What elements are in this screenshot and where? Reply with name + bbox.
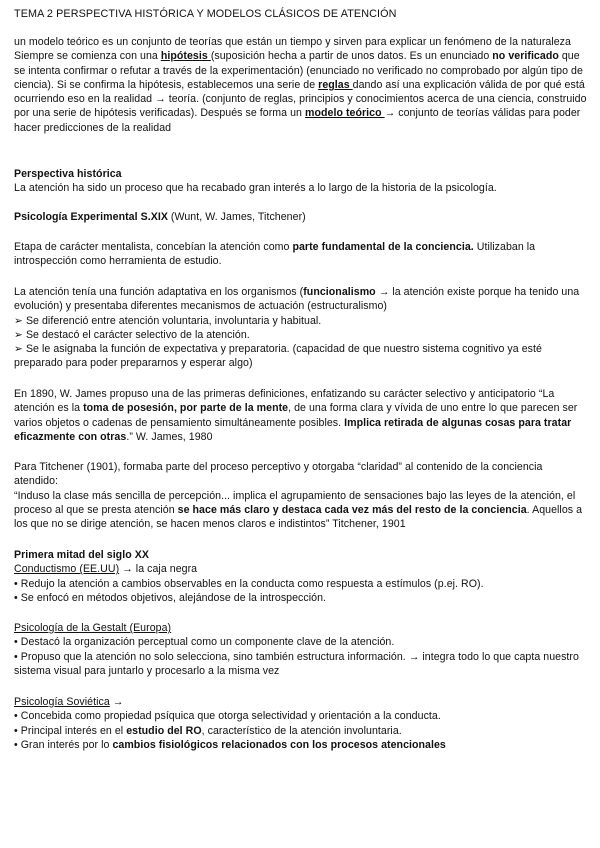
section-experimental-heading: Psicología Experimental S.XIX (Wunt, W. James, Titchener)	[14, 211, 306, 223]
dot-bullet-icon: •	[14, 591, 18, 604]
dot-bullet-icon: •	[14, 636, 18, 649]
arrow-bullet-icon: ➢	[14, 343, 23, 356]
dot-bullet-icon: •	[14, 724, 18, 737]
list-item: • Redujo la atención a cambios observables en la conducta como respuesta a estímulos (p.ej. RO).	[14, 577, 484, 590]
section-primera-mitad: Primera mitad del siglo XX Conductismo (EE.UU) → la caja negra • Redujo la atención a cambios observables en la conducta como respuesta a estímulos (p.ej. RO). • Se enfocó en métodos objetivos, alejándose de la introspección.	[14, 548, 588, 605]
list-item: • Concebida como propiedad psíquica que otorga selectividad y orientación a la conducta.	[14, 710, 441, 723]
term-modelo-teorico: modelo teórico	[305, 107, 385, 120]
dot-bullet-icon: •	[14, 710, 18, 723]
gestalt-label: Psicología de la Gestalt (Europa)	[14, 622, 172, 634]
term-funcionalismo: funcionalismo	[303, 286, 376, 298]
intro-paragraph: un modelo teórico es un conjunto de teorías que están un tiempo y sirven para explicar un fenómeno de la naturaleza	[14, 36, 571, 48]
experimental-heading: Psicología Experimental S.XIX	[14, 211, 168, 223]
term-reglas: reglas	[318, 78, 353, 91]
list-item: ➢ Se destacó el carácter selectivo de la atención.	[14, 328, 250, 341]
intro-definition	[14, 35, 588, 135]
conductismo-label: Conductismo (EE.UU)	[14, 563, 120, 576]
list-item: • Destacó la organización perceptual como un componente clave de la atención.	[14, 636, 395, 649]
dot-bullet-icon: •	[14, 650, 18, 663]
section-perspectiva	[14, 167, 588, 196]
hypothesis-paragraph: Siempre se comienza con una hipótesis (suposición hecha a partir de unos datos. Es un enunciado no verificado que se intenta confirmar o refutar a través de la experimentación) (enunciado no verificado no comprobado por algún tipo de ciencia). Si se confirma la hipótesis, establecemos una serie de reglas dando así una explicación válida de por qué está ocurriendo eso en la realidad → teoría. (conjunto de reglas, principios y conocimientos acerca de una ciencia, construido por una serie de hipótesis verificadas). Después se forma un modelo teórico → conjunto de teorías válidas para poder hacer predicciones de la realidad	[14, 50, 587, 134]
list-item: • Se enfocó en métodos objetivos, alejándose de la introspección.	[14, 591, 327, 604]
primera-heading: Primera mitad del siglo XX	[14, 549, 149, 561]
experimental-p1: Etapa de carácter mentalista, concebían la atención como parte fundamental de la conciencia. Utilizaban la introspección como herramienta de estudio.	[14, 241, 536, 268]
list-item: ➢ Se diferenció entre atención voluntaria, involuntaria y habitual.	[14, 314, 322, 327]
section-sovietica: Psicología Soviética → • Concebida como propiedad psíquica que otorga selectividad y orientación a la conducta. • Principal interés en el estudio del RO, característico de la atención involuntaria. • Gran interés por lo cambios fisiológicos relacionados con los procesos atencionales	[14, 695, 588, 752]
titchener-paragraph: Para Titchener (1901), formaba parte del proceso perceptivo y otorgaba “claridad” al contenido de la conciencia atendido: “Induso la clase más sencilla de percepción... implica el agrupamiento de sensaciones bajo las leyes de la atención, el proceso al que se presta atención se hace más claro y destaca cada vez más del resto de la conciencia. Aquellos a los que no se dirige atención, se hacen menos claros e indistintos” Titchener, 1901	[14, 461, 583, 531]
list-item: ➢ Se le asignaba la función de expectativa y preparatoria. (capacidad de que nuestro sistema cognitivo ya esté preparado para poder prepararnos y esperar algo)	[14, 343, 542, 370]
list-item: • Principal interés en el estudio del RO, característico de la atención involuntaria.	[14, 724, 402, 737]
term-hipotesis: hipótesis	[160, 50, 211, 63]
dot-bullet-icon: •	[14, 738, 18, 751]
perspectiva-heading: Perspectiva histórica	[14, 168, 122, 180]
list-item: • Gran interés por lo cambios fisiológicos relacionados con los procesos atencionales	[14, 738, 446, 751]
james-paragraph: En 1890, W. James propuso una de las primeras definiciones, enfatizando su carácter selectivo y anticipatorio “La atención es la toma de posesión, por parte de la mente, de una forma clara y vívida de uno entre lo que parecen ser varios objetos o cadenas de pensamiento simultáneamente posibles. Implica retirada de algunas cosas para tratar eficazmente con otras.” W. James, 1980	[14, 388, 578, 443]
section-gestalt	[14, 621, 588, 678]
perspectiva-text: La atención ha sido un proceso que ha recabado gran interés a lo largo de la historia de la psicología.	[14, 182, 497, 195]
sovietica-label: Psicología Soviética	[14, 696, 110, 708]
experimental-p2: La atención tenía una función adaptativa en los organismos (funcionalismo → la atención existe porque ha tenido una evolución) y presentaba diferentes mecanismos de actuación (estructuralismo) ➢ Se diferenció entre atención voluntaria, involuntaria y habitual. ➢ Se destacó el carácter selectivo de la atención. ➢ Se le asignaba la función de expectativa y preparatoria. (capacidad de que nuestro sistema cognitivo ya esté preparado para poder prepararnos y esperar algo)	[14, 285, 588, 371]
dot-bullet-icon: •	[14, 577, 18, 590]
arrow-bullet-icon: ➢	[14, 314, 23, 327]
arrow-bullet-icon: ➢	[14, 328, 23, 341]
term-no-verificado: no verificado	[492, 50, 559, 63]
document-title: TEMA 2 PERSPECTIVA HISTÓRICA Y MODELOS CLÁSICOS DE ATENCIÓN	[14, 8, 397, 20]
list-item: • Propuso que la atención no solo selecciona, sino también estructura información. → integra todo lo que capta nuestro sistema visual para juntarlo y procesarlo a la misma vez	[14, 650, 579, 677]
